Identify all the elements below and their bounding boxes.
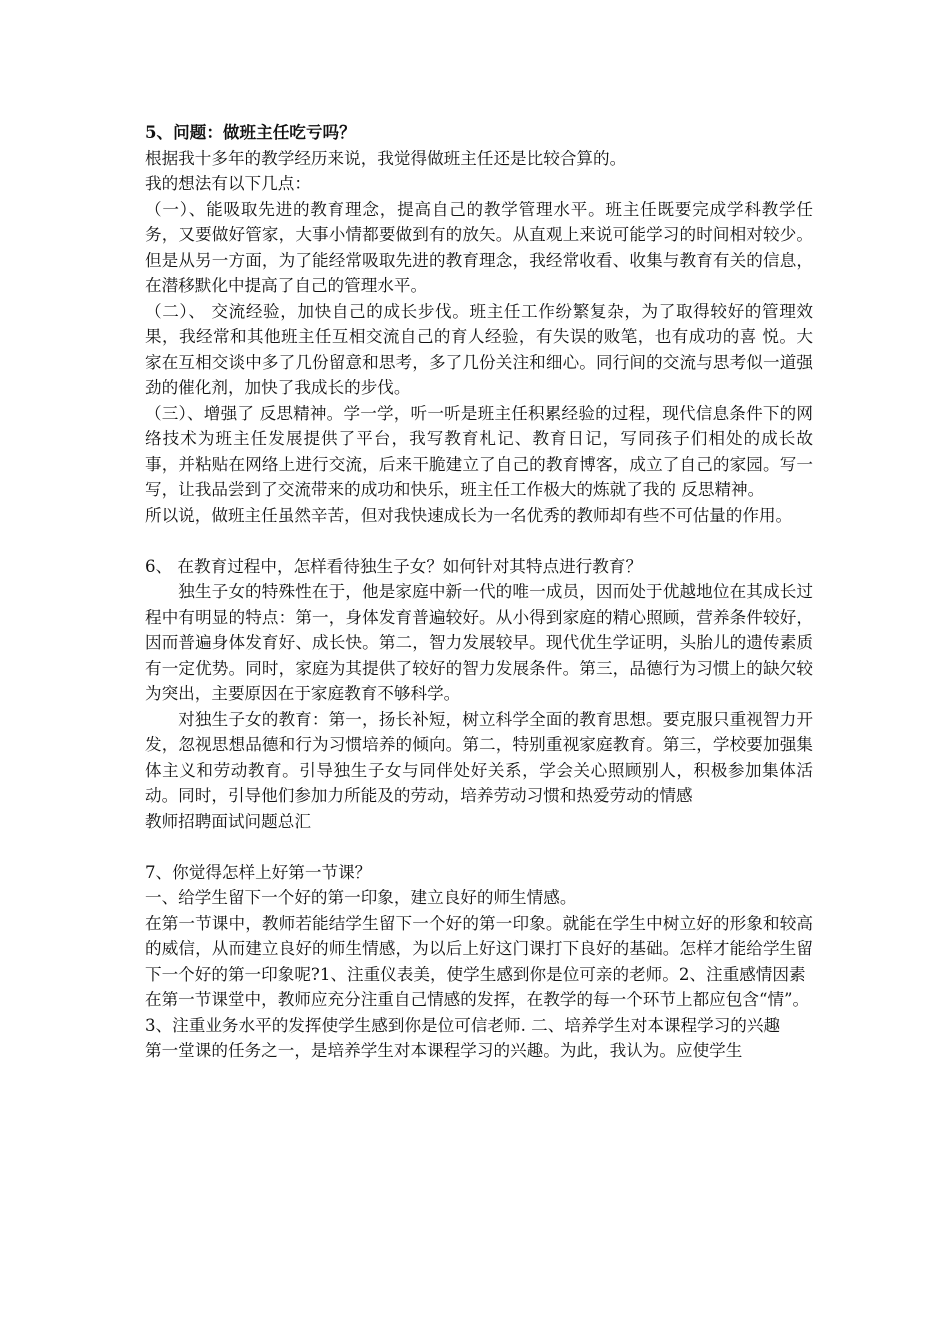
section-5-conclusion: 所以说，做班主任虽然辛苦，但对我快速成长为一名优秀的教师却有些不可估量的作用。	[145, 505, 793, 525]
section-7-paragraph-4: 3、注重业务水平的发挥使学生感到你是位可信老师. 二、培养学生对本课程学习的兴趣	[145, 1015, 781, 1035]
section-7-heading: 7、你觉得怎样上好第一节课？	[145, 862, 372, 882]
section-5-point-2: （二）、 交流经验，加快自己的成长步伐。班主任工作纷繁复杂，为了取得较好的管理效果，我经常和其他班主任互相交流自己的育人经验，有失误的败笔，也有成功的喜 悦。大家在互相交谈中多了几份留意和思考，多了几份关注和细心。同行间的交流与思考似一道强劲的催化剂，加快了我成长的步伐。	[145, 301, 813, 397]
section-6-note: 教师招聘面试问题总汇	[145, 811, 311, 831]
section-5-intro: 根据我十多年的教学经历来说，我觉得做班主任还是比较合算的。	[145, 148, 627, 168]
section-7-paragraph-5: 第一堂课的任务之一，是培养学生对本课程学习的兴趣。为此，我认为。应使学生	[145, 1041, 743, 1060]
section-7-paragraph-1: 一、给学生留下一个好的第一印象，建立良好的师生情感。	[145, 888, 577, 907]
section-7-paragraph-2: 在第一节课中，教师若能结学生留下一个好的第一印象。就能在学生中树立好的形象和较高的威信，从而建立良好的师生情感，为以后上好这门课打下良好的基础。怎样才能给学生留下一个好的第一印象呢?1、注重仪表美，使学生感到你是位可亲的老师。2、注重感情因素	[145, 913, 813, 984]
blank-line	[145, 528, 813, 554]
blank-line	[145, 834, 813, 860]
section-6-heading: 6、 在教育过程中，怎样看待独生子女？如何针对其特点进行教育？	[145, 556, 643, 576]
section-7-paragraph-3: 在第一节课堂中，教师应充分注重自己情感的发挥，在教学的每一个环节上都应包含“情”。	[145, 990, 810, 1009]
section-5-point-3: （三）、增强了 反思精神。学一学，听一听是班主任积累经验的过程，现代信息条件下的网络技术为班主任发展提供了平台，我写教育札记、教育日记，写同孩子们相处的成长故 事，并粘贴在网络上进行交流，后来干脆建立了自己的教育博客，成立了自己的家园。写一写，让我品尝到了交流带来的成功和快乐，班主任工作极大的炼就了我的 反思精神。	[145, 403, 813, 499]
section-5-point-1: （一）、能吸取先进的教育理念，提高自己的教学管理水平。班主任既要完成学科教学任务，又要做好管家，大事小情都要做到有的放矢。从直观上来说可能学习的时间相对较少。但是从另一方面，为了能经常吸取先进的教育理念，我经常收看、收集与教育有关的信息，在潜移默化中提高了自己的管理水平。	[145, 199, 813, 295]
section-6-paragraph-1: 独生子女的特殊性在于，他是家庭中新一代的唯一成员，因而处于优越地位在其成长过程中有明显的特点：第一，身体发育普遍较好。从小得到家庭的精心照顾，营养条件较好，因而普遍身体发育好、成长快。第二，智力发展较早。现代优生学证明，头胎儿的遗传素质有一定优势。同时，家庭为其提供了较好的智力发展条件。第三，品德行为习惯上的缺欠较为突出，主要原因在于家庭教育不够科学。	[145, 582, 813, 703]
document-page	[145, 120, 813, 1064]
section-6-paragraph-2: 对独生子女的教育：第一，扬长补短，树立科学全面的教育思想。要克服只重视智力开发，忽视思想品德和行为习惯培养的倾向。第二，特别重视家庭教育。第三，学校要加强集体主义和劳动教育。引导独生子女与同伴处好关系，学会关心照顾别人，积极参加集体活动。同时，引导他们参加力所能及的劳动，培养劳动习惯和热爱劳动的情感	[145, 709, 813, 805]
section-5-heading: 5、问题：做班主任吃亏吗？	[145, 122, 356, 142]
section-5-points-lead: 我的想法有以下几点：	[145, 174, 311, 193]
